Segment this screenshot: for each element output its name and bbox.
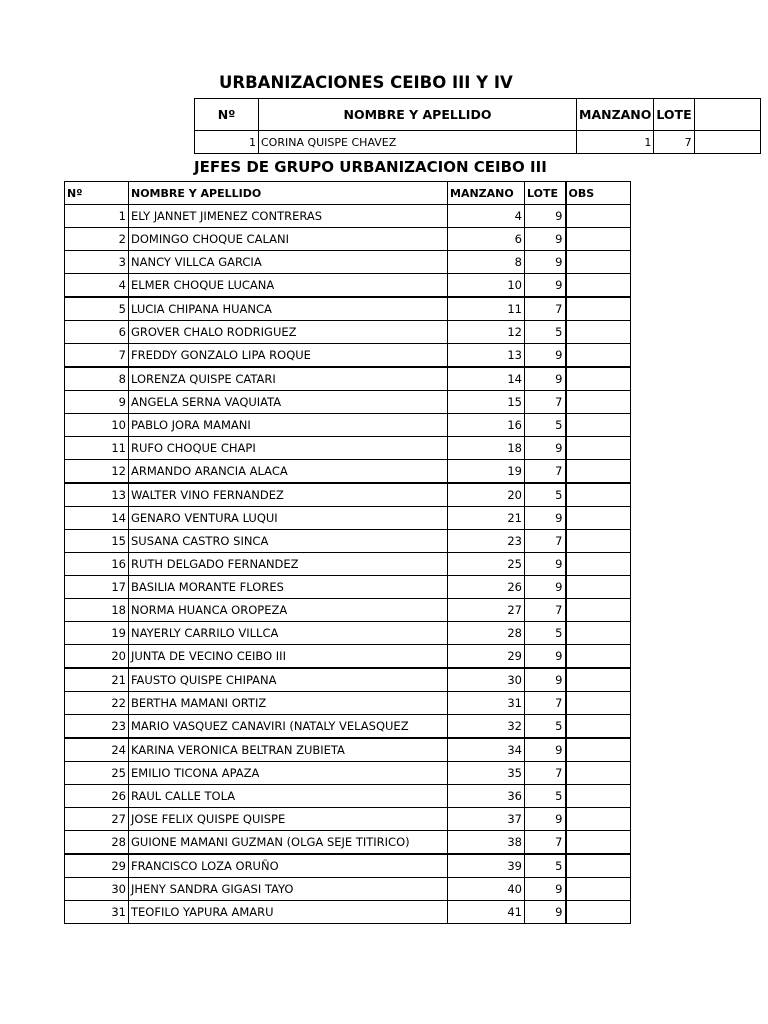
row-manzano: 23 bbox=[448, 530, 525, 553]
row-obs bbox=[566, 553, 631, 576]
row-obs bbox=[566, 576, 631, 599]
row-name: MARIO VASQUEZ CANAVIRI (NATALY VELASQUEZ bbox=[129, 715, 448, 739]
table-row bbox=[65, 831, 631, 855]
row-lote: 5 bbox=[525, 414, 566, 437]
row-number: 23 bbox=[65, 715, 129, 739]
row-lote: 9 bbox=[525, 367, 566, 391]
row-obs bbox=[566, 530, 631, 553]
row-obs bbox=[566, 507, 631, 530]
table-row bbox=[65, 251, 631, 274]
row-name: RUTH DELGADO FERNANDEZ bbox=[129, 553, 448, 576]
row-lote: 7 bbox=[525, 831, 566, 855]
row-manzano: 4 bbox=[448, 205, 525, 228]
row-number: 26 bbox=[65, 785, 129, 808]
table-row bbox=[65, 344, 631, 368]
row-name: PABLO JORA MAMANI bbox=[129, 414, 448, 437]
section-title: JEFES DE GRUPO URBANIZACION CEIBO III bbox=[194, 158, 547, 176]
row-obs bbox=[566, 321, 631, 344]
row-number: 1 bbox=[195, 131, 259, 154]
row-lote: 5 bbox=[525, 622, 566, 645]
row-obs bbox=[566, 762, 631, 785]
row-manzano: 21 bbox=[448, 507, 525, 530]
row-lote: 5 bbox=[525, 785, 566, 808]
row-manzano: 25 bbox=[448, 553, 525, 576]
row-name: GUIONE MAMANI GUZMAN (OLGA SEJE TITIRICO) bbox=[129, 831, 448, 855]
row-name: NANCY VILLCA GARCIA bbox=[129, 251, 448, 274]
row-name: TEOFILO YAPURA AMARU bbox=[129, 901, 448, 924]
row-manzano: 29 bbox=[448, 645, 525, 669]
row-manzano: 35 bbox=[448, 762, 525, 785]
row-number: 19 bbox=[65, 622, 129, 645]
row-lote: 9 bbox=[525, 205, 566, 228]
row-lote: 9 bbox=[525, 808, 566, 831]
row-lote: 5 bbox=[525, 483, 566, 507]
header-obs: OBS bbox=[566, 182, 631, 205]
row-lote: 9 bbox=[525, 576, 566, 599]
row-number: 4 bbox=[65, 274, 129, 298]
row-obs bbox=[566, 622, 631, 645]
row-number: 17 bbox=[65, 576, 129, 599]
row-obs bbox=[566, 274, 631, 298]
header-blank bbox=[694, 99, 760, 131]
row-name: EMILIO TICONA APAZA bbox=[129, 762, 448, 785]
table-row bbox=[65, 414, 631, 437]
table-row bbox=[65, 483, 631, 507]
row-name: DOMINGO CHOQUE CALANI bbox=[129, 228, 448, 251]
row-lote: 5 bbox=[525, 321, 566, 344]
header-name: NOMBRE Y APELLIDO bbox=[259, 99, 577, 131]
table-row bbox=[65, 576, 631, 599]
row-name: BASILIA MORANTE FLORES bbox=[129, 576, 448, 599]
row-name: CORINA QUISPE CHAVEZ bbox=[259, 131, 577, 154]
row-name: NAYERLY CARRILO VILLCA bbox=[129, 622, 448, 645]
row-name: NORMA HUANCA OROPEZA bbox=[129, 599, 448, 622]
table-row bbox=[65, 391, 631, 414]
table-row bbox=[65, 530, 631, 553]
table-row bbox=[65, 715, 631, 739]
row-lote: 9 bbox=[525, 668, 566, 692]
row-number: 27 bbox=[65, 808, 129, 831]
row-lote: 9 bbox=[525, 437, 566, 460]
table-row bbox=[65, 762, 631, 785]
row-name: KARINA VERONICA BELTRAN ZUBIETA bbox=[129, 738, 448, 762]
row-obs bbox=[566, 831, 631, 855]
table-row bbox=[65, 297, 631, 321]
row-manzano: 34 bbox=[448, 738, 525, 762]
row-manzano: 38 bbox=[448, 831, 525, 855]
table-row bbox=[65, 228, 631, 251]
row-lote: 9 bbox=[525, 274, 566, 298]
row-name: FREDDY GONZALO LIPA ROQUE bbox=[129, 344, 448, 368]
row-obs bbox=[566, 854, 631, 878]
row-obs bbox=[566, 437, 631, 460]
row-name: ELMER CHOQUE LUCANA bbox=[129, 274, 448, 298]
row-lote: 5 bbox=[525, 854, 566, 878]
row-number: 8 bbox=[65, 367, 129, 391]
table-row bbox=[65, 367, 631, 391]
header-number: Nº bbox=[65, 182, 129, 205]
row-obs bbox=[566, 297, 631, 321]
row-manzano: 13 bbox=[448, 344, 525, 368]
table-row bbox=[65, 437, 631, 460]
header-number: Nº bbox=[195, 99, 259, 131]
row-obs bbox=[566, 205, 631, 228]
row-manzano: 1 bbox=[577, 131, 654, 154]
row-manzano: 39 bbox=[448, 854, 525, 878]
row-obs bbox=[566, 692, 631, 715]
row-name: RAUL CALLE TOLA bbox=[129, 785, 448, 808]
row-name: ANGELA SERNA VAQUIATA bbox=[129, 391, 448, 414]
row-name: LUCIA CHIPANA HUANCA bbox=[129, 297, 448, 321]
row-number: 7 bbox=[65, 344, 129, 368]
row-obs bbox=[566, 808, 631, 831]
table-row bbox=[65, 507, 631, 530]
table-row bbox=[65, 808, 631, 831]
row-manzano: 37 bbox=[448, 808, 525, 831]
row-lote: 7 bbox=[525, 762, 566, 785]
table-row bbox=[65, 785, 631, 808]
jefes-de-grupo-table bbox=[64, 181, 631, 924]
table-row bbox=[65, 460, 631, 484]
row-obs bbox=[566, 344, 631, 368]
table-row bbox=[65, 321, 631, 344]
row-number: 11 bbox=[65, 437, 129, 460]
row-name: BERTHA MAMANI ORTIZ bbox=[129, 692, 448, 715]
table-row bbox=[65, 692, 631, 715]
row-name: JUNTA DE VECINO CEIBO III bbox=[129, 645, 448, 669]
table-row bbox=[65, 274, 631, 298]
row-manzano: 6 bbox=[448, 228, 525, 251]
row-number: 31 bbox=[65, 901, 129, 924]
row-manzano: 16 bbox=[448, 414, 525, 437]
row-number: 21 bbox=[65, 668, 129, 692]
row-manzano: 36 bbox=[448, 785, 525, 808]
row-name: GENARO VENTURA LUQUI bbox=[129, 507, 448, 530]
row-obs bbox=[566, 715, 631, 739]
table-row bbox=[65, 553, 631, 576]
row-number: 9 bbox=[65, 391, 129, 414]
row-number: 1 bbox=[65, 205, 129, 228]
row-number: 2 bbox=[65, 228, 129, 251]
row-obs bbox=[566, 391, 631, 414]
row-number: 12 bbox=[65, 460, 129, 484]
row-obs bbox=[566, 367, 631, 391]
table-row bbox=[65, 854, 631, 878]
row-number: 29 bbox=[65, 854, 129, 878]
table-row bbox=[65, 599, 631, 622]
row-manzano: 20 bbox=[448, 483, 525, 507]
row-number: 18 bbox=[65, 599, 129, 622]
row-number: 30 bbox=[65, 878, 129, 901]
row-obs bbox=[566, 738, 631, 762]
row-manzano: 31 bbox=[448, 692, 525, 715]
row-number: 22 bbox=[65, 692, 129, 715]
row-number: 24 bbox=[65, 738, 129, 762]
row-lote: 7 bbox=[525, 460, 566, 484]
row-manzano: 40 bbox=[448, 878, 525, 901]
row-number: 25 bbox=[65, 762, 129, 785]
table-header-row bbox=[65, 182, 631, 205]
row-obs bbox=[566, 483, 631, 507]
row-name: JHENY SANDRA GIGASI TAYO bbox=[129, 878, 448, 901]
row-lote: 7 bbox=[525, 530, 566, 553]
page-title: URBANIZACIONES CEIBO III Y IV bbox=[219, 73, 513, 92]
row-obs bbox=[566, 645, 631, 669]
table-row bbox=[65, 668, 631, 692]
row-name: JOSE FELIX QUISPE QUISPE bbox=[129, 808, 448, 831]
row-name: WALTER VINO FERNANDEZ bbox=[129, 483, 448, 507]
row-manzano: 10 bbox=[448, 274, 525, 298]
row-name: ARMANDO ARANCIA ALACA bbox=[129, 460, 448, 484]
header-lote: LOTE bbox=[525, 182, 566, 205]
row-obs bbox=[566, 901, 631, 924]
row-lote: 7 bbox=[525, 599, 566, 622]
header-manzano: MANZANO bbox=[448, 182, 525, 205]
table-row bbox=[65, 878, 631, 901]
header-name: NOMBRE Y APELLIDO bbox=[129, 182, 448, 205]
row-manzano: 27 bbox=[448, 599, 525, 622]
row-obs bbox=[566, 460, 631, 484]
row-number: 28 bbox=[65, 831, 129, 855]
row-number: 14 bbox=[65, 507, 129, 530]
row-name: LORENZA QUISPE CATARI bbox=[129, 367, 448, 391]
row-name: SUSANA CASTRO SINCA bbox=[129, 530, 448, 553]
row-manzano: 26 bbox=[448, 576, 525, 599]
row-name: RUFO CHOQUE CHAPI bbox=[129, 437, 448, 460]
row-manzano: 41 bbox=[448, 901, 525, 924]
header-lote: LOTE bbox=[654, 99, 694, 131]
row-lote: 9 bbox=[525, 553, 566, 576]
table-row bbox=[65, 645, 631, 669]
row-manzano: 32 bbox=[448, 715, 525, 739]
row-lote: 9 bbox=[525, 228, 566, 251]
row-blank bbox=[694, 131, 760, 154]
table-row bbox=[65, 901, 631, 924]
row-number: 10 bbox=[65, 414, 129, 437]
row-manzano: 11 bbox=[448, 297, 525, 321]
row-manzano: 30 bbox=[448, 668, 525, 692]
row-lote: 9 bbox=[525, 344, 566, 368]
row-obs bbox=[566, 878, 631, 901]
row-number: 6 bbox=[65, 321, 129, 344]
row-lote: 7 bbox=[525, 391, 566, 414]
row-obs bbox=[566, 251, 631, 274]
table-row bbox=[65, 205, 631, 228]
row-name: ELY JANNET JIMENEZ CONTRERAS bbox=[129, 205, 448, 228]
row-lote: 5 bbox=[525, 715, 566, 739]
row-obs bbox=[566, 668, 631, 692]
row-obs bbox=[566, 599, 631, 622]
row-lote: 9 bbox=[525, 878, 566, 901]
row-lote: 9 bbox=[525, 507, 566, 530]
row-name: FAUSTO QUISPE CHIPANA bbox=[129, 668, 448, 692]
row-number: 13 bbox=[65, 483, 129, 507]
row-number: 3 bbox=[65, 251, 129, 274]
row-manzano: 15 bbox=[448, 391, 525, 414]
urbanizaciones-table bbox=[194, 98, 761, 154]
row-obs bbox=[566, 785, 631, 808]
row-lote: 9 bbox=[525, 901, 566, 924]
row-obs bbox=[566, 414, 631, 437]
header-manzano: MANZANO bbox=[577, 99, 654, 131]
row-name: FRANCISCO LOZA ORUÑO bbox=[129, 854, 448, 878]
table-row bbox=[65, 622, 631, 645]
table-row bbox=[195, 131, 761, 154]
row-number: 16 bbox=[65, 553, 129, 576]
table-header-row bbox=[195, 99, 761, 131]
row-manzano: 18 bbox=[448, 437, 525, 460]
row-lote: 7 bbox=[525, 297, 566, 321]
table-row bbox=[65, 738, 631, 762]
row-lote: 7 bbox=[525, 692, 566, 715]
row-manzano: 19 bbox=[448, 460, 525, 484]
row-lote: 9 bbox=[525, 738, 566, 762]
row-lote: 7 bbox=[654, 131, 694, 154]
row-lote: 9 bbox=[525, 645, 566, 669]
row-manzano: 12 bbox=[448, 321, 525, 344]
row-lote: 9 bbox=[525, 251, 566, 274]
row-manzano: 14 bbox=[448, 367, 525, 391]
row-obs bbox=[566, 228, 631, 251]
row-number: 20 bbox=[65, 645, 129, 669]
row-number: 5 bbox=[65, 297, 129, 321]
row-manzano: 8 bbox=[448, 251, 525, 274]
row-manzano: 28 bbox=[448, 622, 525, 645]
row-number: 15 bbox=[65, 530, 129, 553]
row-name: GROVER CHALO RODRIGUEZ bbox=[129, 321, 448, 344]
